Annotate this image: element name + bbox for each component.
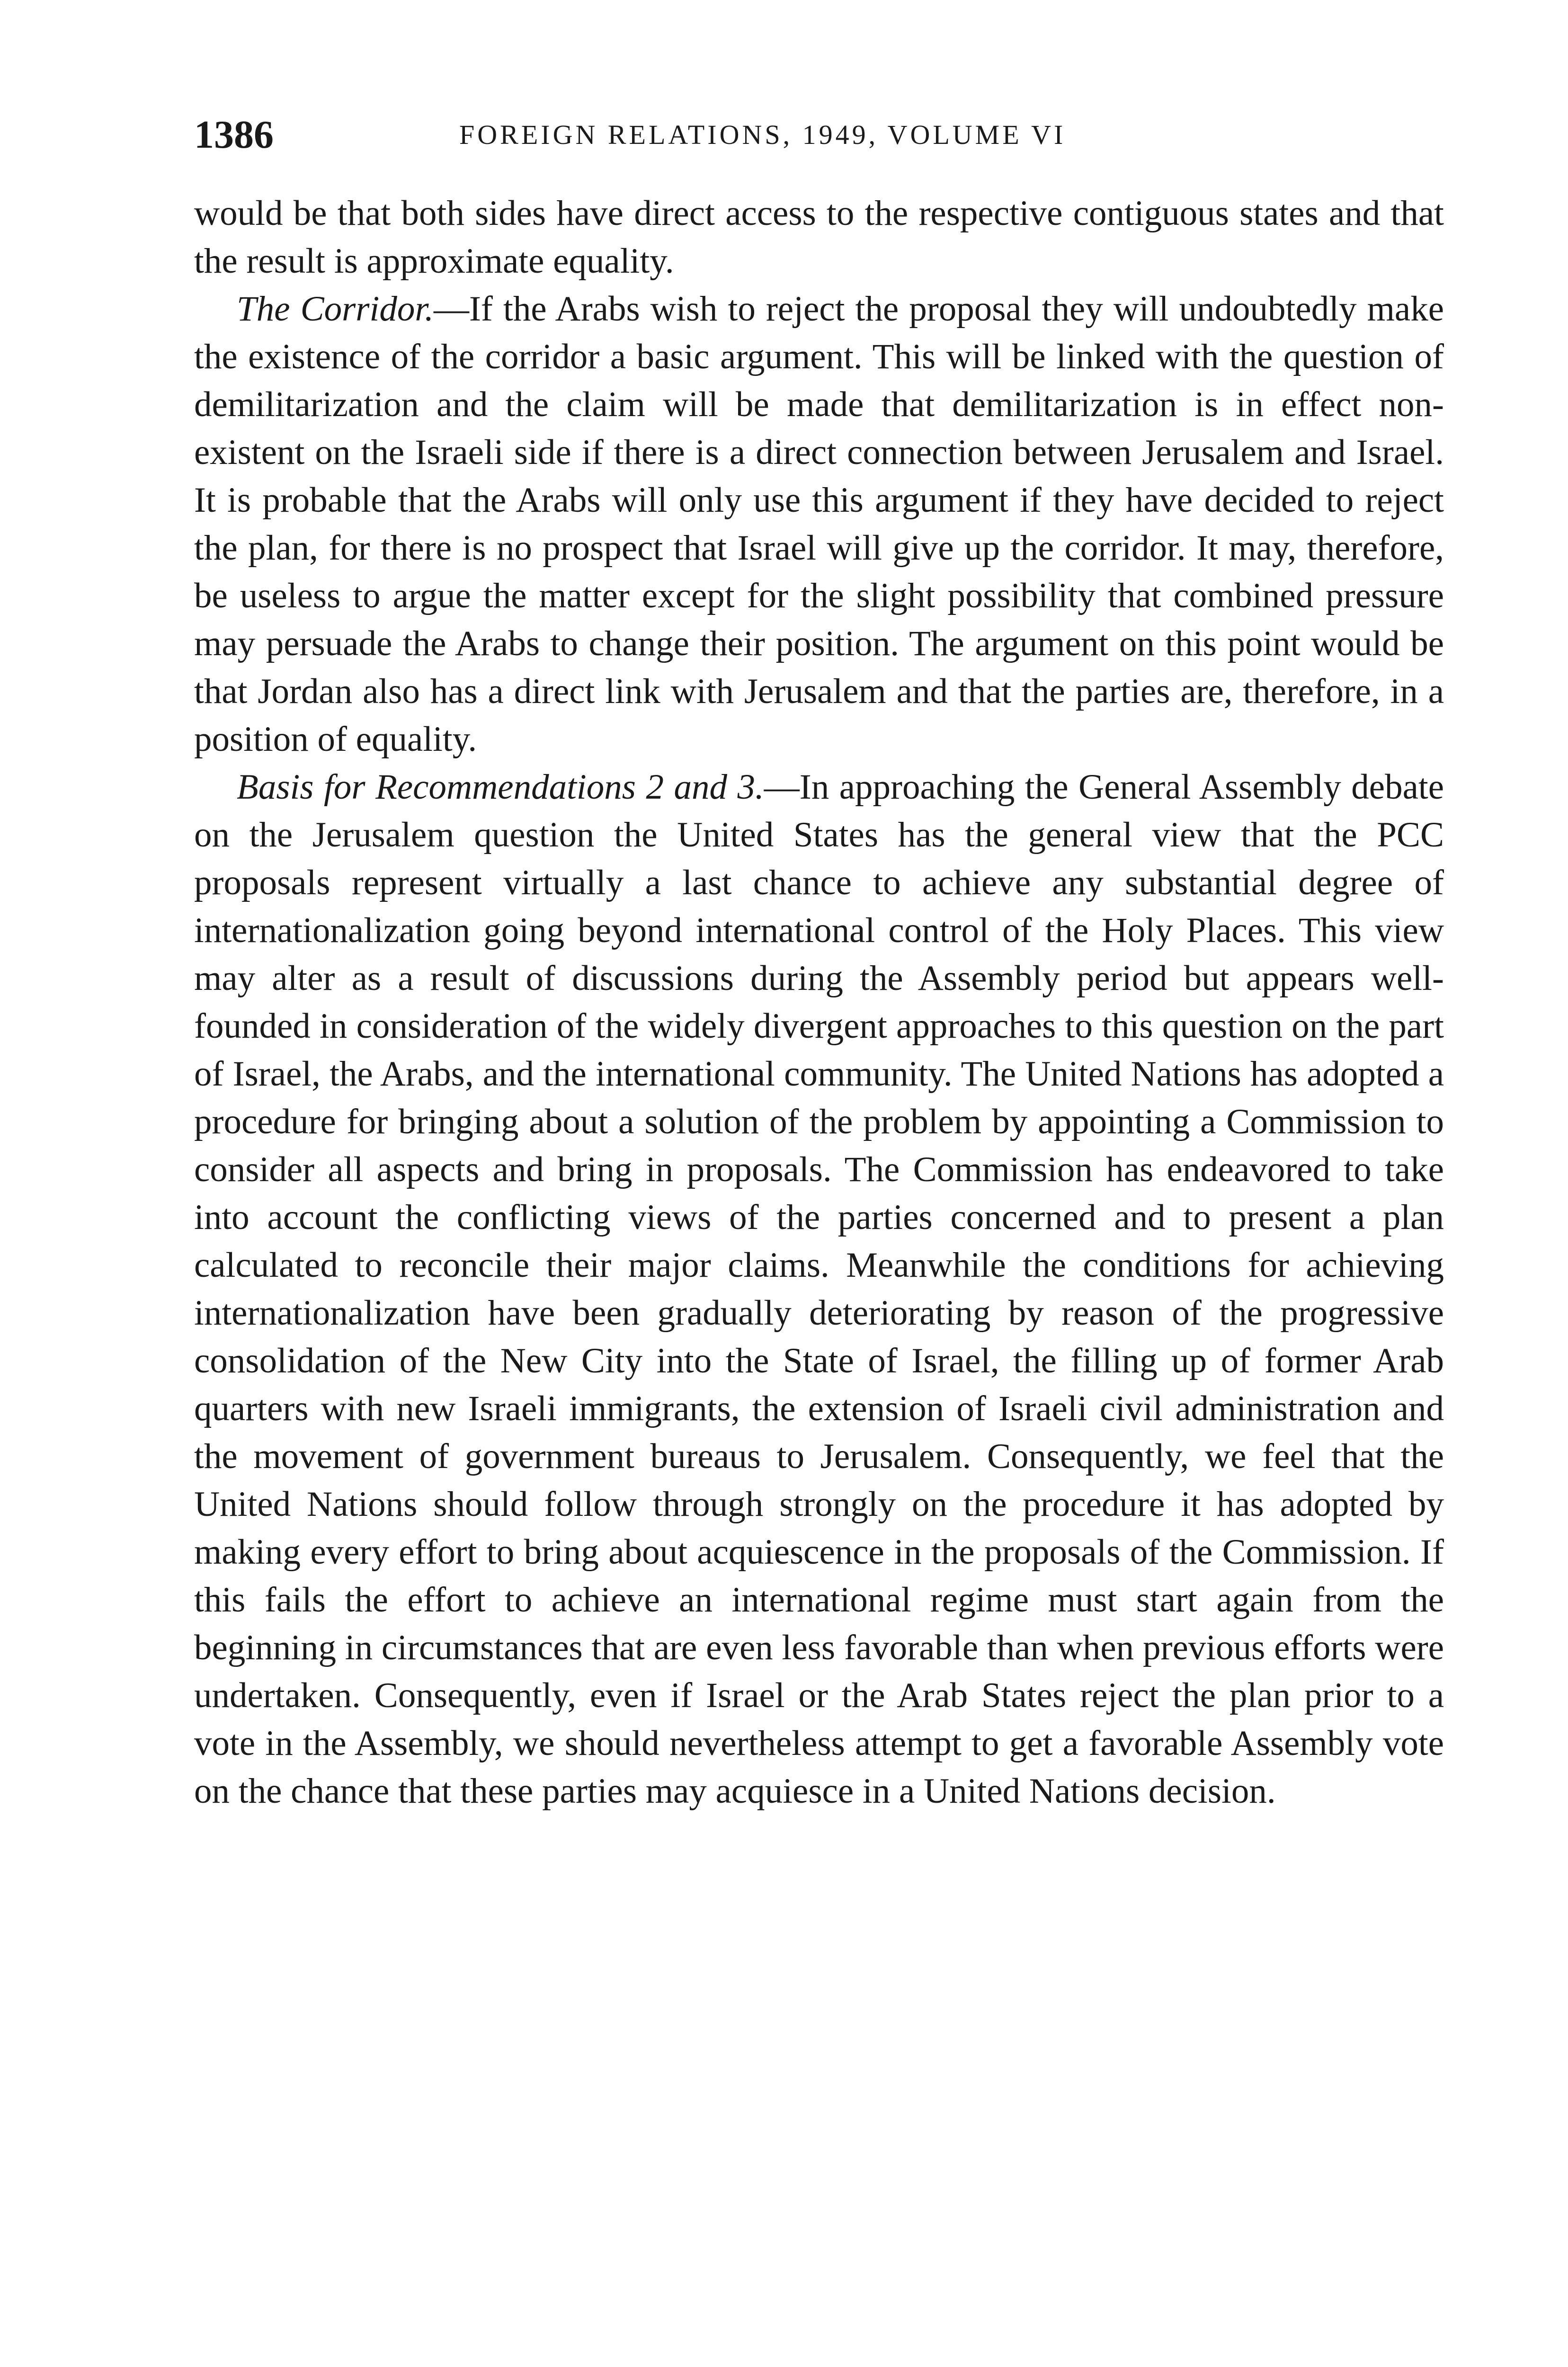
paragraph-corridor — [194, 285, 1444, 763]
paragraph-basis-for-recommendations — [194, 763, 1444, 1815]
paragraph-text: —If the Arabs wish to reject the proposal they will undoubtedly make the existence of the corridor a basic argument. This will be linked with the question of demilitarization and the claim will be made that demilitarization is in effect non-existent on the Israeli side if there is a direct connection between Jerusalem and Israel. It is probable that the Arabs will only use this argument if they have decided to reject the plan, for there is no prospect that Israel will give up the corridor. It may, therefore, be useless to argue the matter except for the slight possibility that combined pressure may persuade the Arabs to change their position. The argument on this point would be that Jordan also has a direct link with Jerusalem and that the parties are, therefore, in a position of equality. — [194, 289, 1444, 759]
running-title: FOREIGN RELATIONS, 1949, VOLUME VI — [459, 119, 1066, 150]
paragraph-text: —In approaching the General Assembly debate on the Jerusalem question the United States has the general view that the PCC proposals represent virtually a last chance to achieve any substantial degree of internationalization going beyond international control of the Holy Places. This view may alter as a result of discussions during the Assembly period but appears well-founded in consideration of the widely divergent approaches to this question on the part of Israel, the Arabs, and the international community. The United Nations has adopted a procedure for bringing about a solution of the problem by appointing a Commission to consider all aspects and bring in proposals. The Commission has endeavored to take into account the conflicting views of the parties concerned and to present a plan calculated to reconcile their major claims. Meanwhile the conditions for achieving internationalization have been gradually deteriorating by reason of the progressive consolidation of the New City into the State of Israel, the filling up of former Arab quarters with new Israeli immigrants, the extension of Israeli civil administration and the movement of government bureaus to Jerusalem. Consequently, we feel that the United Nations should follow through strongly on the procedure it has adopted by making every effort to bring about acquiescence in the proposals of the Commission. If this fails the effort to achieve an international regime must start again from the beginning in circumstances that are even less favorable than when previous efforts were undertaken. Consequently, even if Israel or the Arab States reject the plan prior to a vote in the Assembly, we should nevertheless attempt to get a favorable Assembly vote on the chance that these parties may acquiesce in a United Nations decision. — [194, 767, 1444, 1811]
body-text — [194, 189, 1444, 1815]
paragraph-continuation — [194, 189, 1444, 285]
running-head — [194, 109, 1444, 161]
page-number: 1386 — [194, 113, 274, 157]
paragraph-text: would be that both sides have direct access to the respective contiguous states and that the result is approximate equality. — [194, 194, 1444, 281]
run-in-heading-corridor: The Corridor. — [237, 289, 434, 329]
run-in-heading-basis: Basis for Recommendations 2 and 3. — [237, 767, 764, 807]
